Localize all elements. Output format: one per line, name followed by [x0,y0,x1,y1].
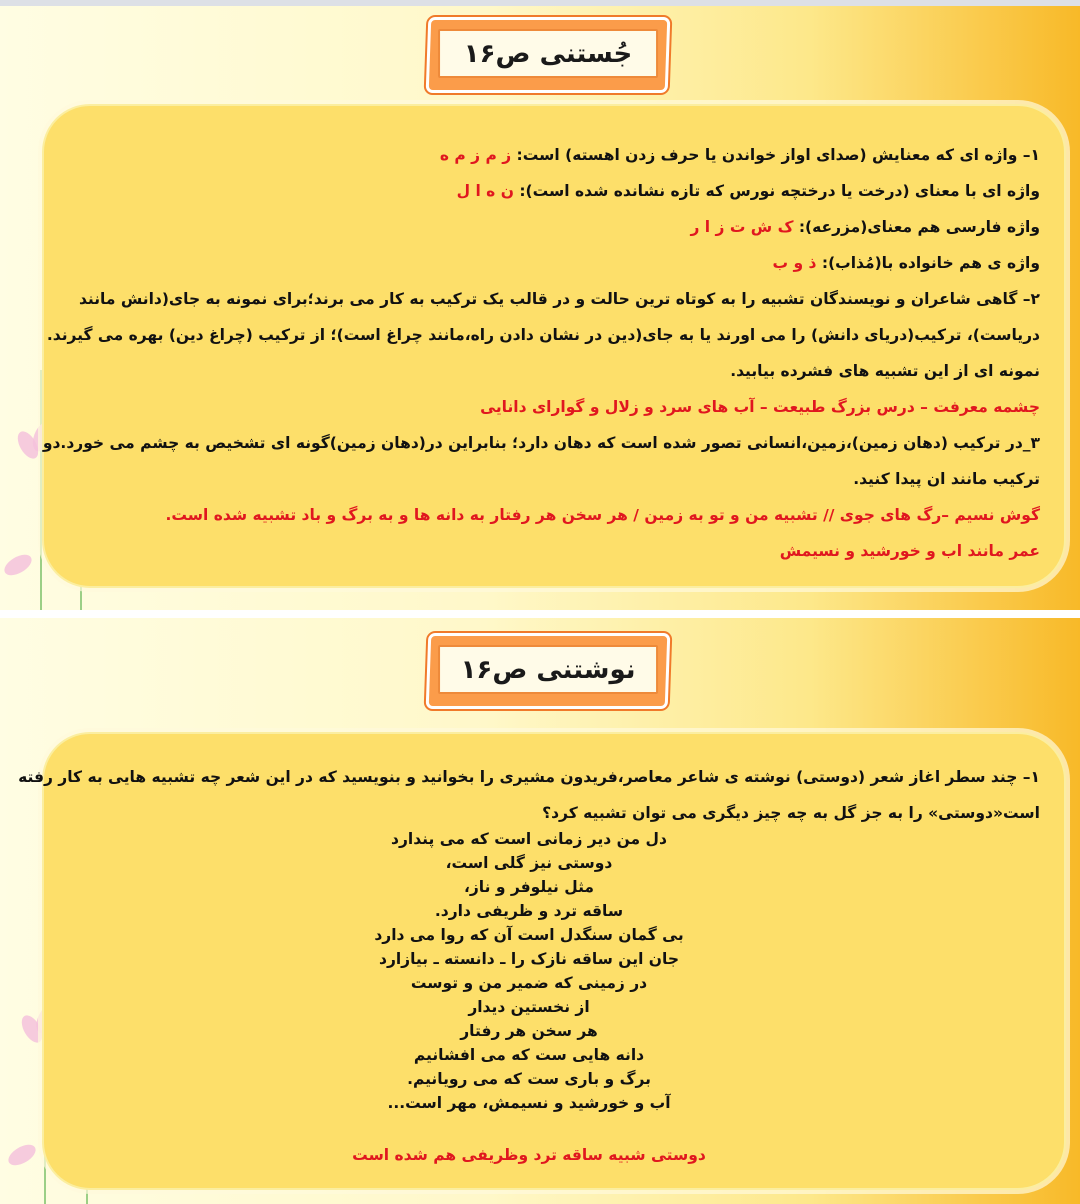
text-line: واژه فارسی هم معنای(مزرعه): ک ش ت ز ا ر [690,218,1040,236]
text-line: ۳_در ترکیب (دهان زمین)،زمین،انسانی تصور شده است که دهان دارد؛ بنابراین در(دهان زمین)گونه ای تشخیص به چشم می خورد.دو [42,434,1040,452]
title-plaque [429,636,667,706]
slide-title: نوشتنی ص۱۶ [460,654,636,685]
slide-title: جُستنی ص۱۶ [463,38,633,69]
question-line: است«دوستی» را به جز گل به چه چیز دیگری می توان تشبیه کرد؟ [542,804,1040,822]
poem-line: بی گمان سنگدل است آن که روا می دارد [374,926,684,944]
content-box [42,104,1066,588]
text-line: واژه ی هم خانواده با(مُذاب): ذ و ب [772,254,1040,272]
poem-line: از نخستین دیدار [468,998,590,1016]
poem-line: دل من دیر زمانی است که می پندارد [391,830,667,848]
poem-line: جان این ساقه نازک را ـ دانسته ـ بیازارد [378,950,680,968]
poem-line: آب و خورشید و نسیمش، مهر است... [387,1094,671,1112]
text-line: عمر مانند اب و خورشید و نسیمش [779,542,1040,560]
title-plaque [429,20,667,90]
slide-jostani [0,6,1080,610]
content-box [18,732,1066,1190]
answer-line: دوستی شبیه ساقه ترد وظریفی هم شده است [352,1146,706,1164]
text-line: ۲– گاهی شاعران و نویسندگان تشبیه را به کوتاه ترین حالت و در قالب یک ترکیب به کار می برند؛برای نمونه به جای(دانش مانند [78,290,1040,308]
poem-line: برگ و باری ست که می رویانیم. [407,1070,651,1088]
text-line: ترکیب مانند ان پیدا کنید. [853,470,1040,488]
poem-line: دوستی نیز گلی است، [445,854,613,872]
poem-line: در زمینی که ضمیر من و توست [410,974,648,992]
text-line: چشمه معرفت – درس بزرگ طبیعت – آب های سرد و زلال و گوارای دانایی [480,398,1040,416]
text-line: گوش نسیم –رگ های جوی // تشبیه من و تو به زمین / هر سخن هر رفتار به دانه ها و به برگ و باد تشبیه شده است. [165,506,1040,524]
slide-separator [0,610,1080,618]
poem-line: هر سخن هر رفتار [460,1022,598,1040]
poem-line: مثل نیلوفر و ناز، [463,878,595,896]
text-line: واژه ای با معنای (درخت یا درختچه نورس که تازه نشانده شده است): ن ه ا ل [456,182,1040,200]
question-line: ۱– چند سطر اغاز شعر (دوستی) نوشته ی شاعر معاصر،فریدون مشیری را بخوانید و بنویسید که در این شعر چه تشبیه هایی به کار رفته [18,768,1040,786]
slide-neveshtani [0,618,1080,1204]
text-line: ۱– واژه ای که معنایش (صدای اواز خواندن یا حرف زدن اهسته) است: ز م ز م ه [439,146,1040,164]
text-line: نمونه ای از این تشبیه های فشرده بیابید. [730,362,1040,380]
poem-line: ساقه ترد و ظریفی دارد. [434,902,624,920]
poem-line: دانه هایی ست که می افشانیم [413,1046,645,1064]
text-line: دریاست)، ترکیب(دریای دانش) را می اورند یا به جای(دین در نشان دادن راه،مانند چراغ است)؛ از ترکیب (چراغ دین) بهره می گیرند. [46,326,1040,344]
